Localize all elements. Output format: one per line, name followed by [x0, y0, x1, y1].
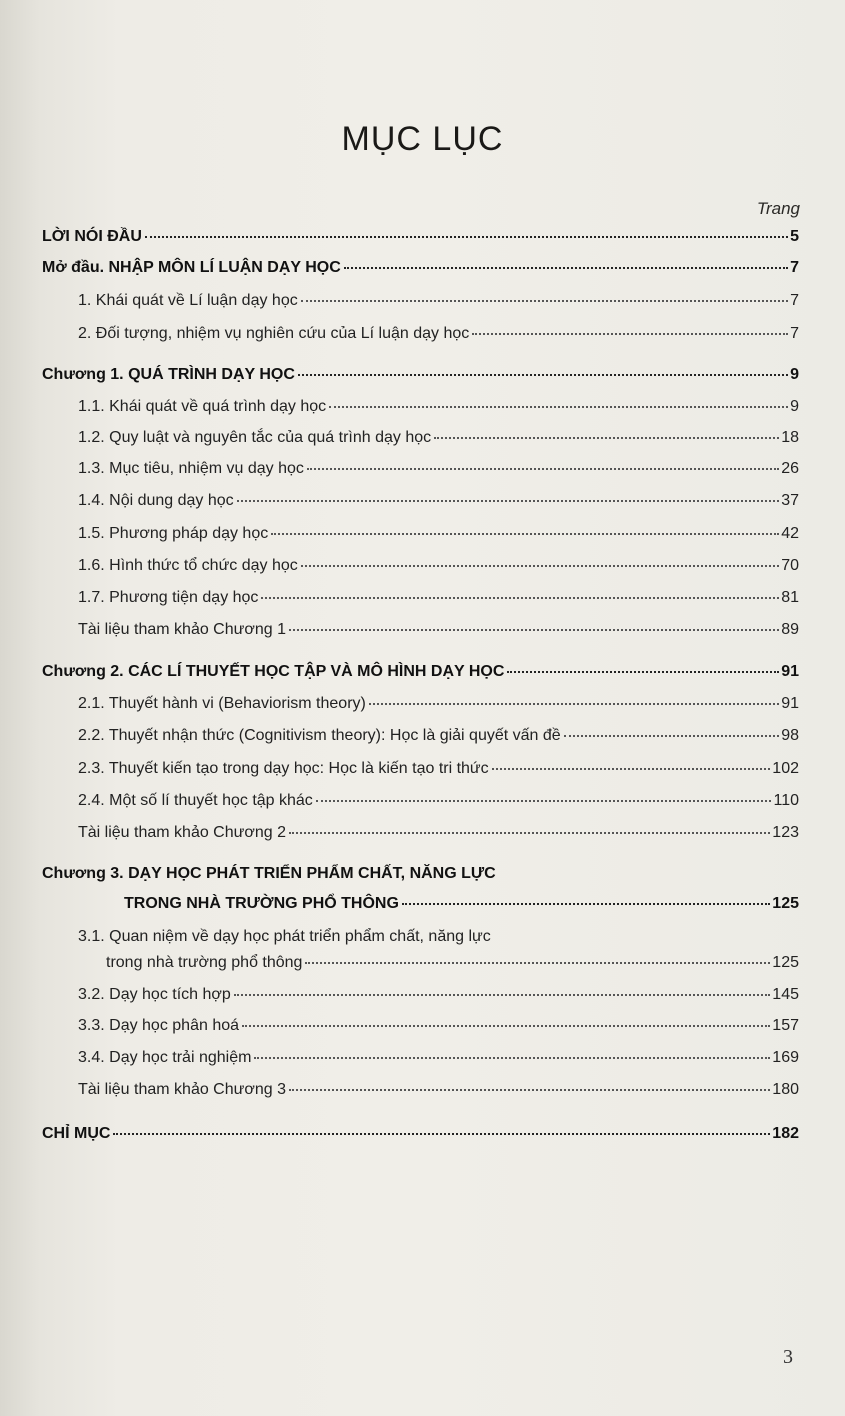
toc-entry — [78, 460, 799, 486]
dot-leader — [369, 702, 779, 705]
toc-entry-label: 3.4. Dạy học trải nghiệm — [78, 1049, 252, 1066]
toc-entry-page: 169 — [772, 1049, 799, 1066]
dot-leader — [472, 332, 788, 335]
dot-leader — [237, 499, 780, 502]
dot-leader — [271, 532, 779, 535]
dot-leader — [316, 799, 772, 802]
dot-leader — [289, 1088, 770, 1091]
toc-entry-label: 2.2. Thuyết nhận thức (Cognitivism theory): Học là giải quyết vấn đề — [78, 727, 561, 744]
toc-entry — [78, 824, 799, 850]
toc-entry-page: 7 — [790, 292, 799, 309]
toc-entry-page: 91 — [781, 663, 799, 680]
toc-entry-page: 91 — [781, 695, 799, 712]
toc-entry-label: Chương 2. CÁC LÍ THUYẾT HỌC TẬP VÀ MÔ HÌNH DẠY HỌC — [42, 663, 505, 680]
toc-entry-page: 42 — [781, 525, 799, 542]
toc-entry — [78, 1017, 799, 1043]
toc-entry-label: 2.3. Thuyết kiến tạo trong dạy học: Học là kiến tạo tri thức — [78, 760, 489, 777]
toc-entry-label: 2.4. Một số lí thuyết học tập khác — [78, 792, 313, 809]
toc-entry-label: 1.4. Nội dung dạy học — [78, 492, 234, 509]
toc-entry-label: Chương 1. QUÁ TRÌNH DẠY HỌC — [42, 366, 295, 383]
toc-entry — [124, 895, 799, 921]
toc-entry-page: 110 — [773, 792, 799, 809]
toc-entry-label: 1.3. Mục tiêu, nhiệm vụ dạy học — [78, 460, 304, 477]
toc-entry-page: 5 — [790, 228, 799, 245]
dot-leader — [254, 1056, 770, 1059]
dot-leader — [507, 670, 779, 673]
dot-leader — [307, 467, 779, 470]
toc-entry — [78, 621, 799, 647]
toc-entry — [42, 228, 799, 254]
page-number: 3 — [783, 1346, 793, 1368]
toc-entry-label: 1.7. Phương tiện dạy học — [78, 589, 259, 606]
toc-entry-page: 37 — [781, 492, 799, 509]
toc-entry — [42, 1125, 799, 1151]
toc-entry — [78, 1081, 799, 1107]
dot-leader — [402, 902, 770, 905]
toc-entry — [42, 366, 799, 392]
toc-entry-label: trong nhà trường phổ thông — [106, 954, 303, 971]
toc-entry-label: 1.2. Quy luật và nguyên tắc của quá trình dạy học — [78, 429, 432, 446]
toc-entry — [106, 954, 799, 980]
toc-entry — [78, 792, 799, 818]
toc-entry-page: 123 — [772, 824, 799, 841]
toc-entry-page: 98 — [781, 727, 799, 744]
page-column-label: Trang — [756, 199, 800, 218]
toc-entry-page: 182 — [772, 1125, 799, 1142]
toc-entry — [78, 727, 799, 753]
toc-entry-page: 18 — [781, 429, 799, 446]
toc-entry-label: 3.3. Dạy học phân hoá — [78, 1017, 240, 1034]
dot-leader — [329, 405, 788, 408]
toc-entry-label: CHỈ MỤC — [42, 1125, 111, 1142]
toc-entry — [78, 492, 799, 518]
dot-leader — [564, 734, 780, 737]
toc-entry-page: 7 — [790, 325, 799, 342]
toc-entry — [78, 525, 799, 551]
dot-leader — [289, 628, 779, 631]
toc-entry-page: 102 — [772, 760, 799, 777]
toc-entry — [42, 663, 799, 689]
toc-entry-page: 145 — [772, 986, 799, 1003]
toc-entry — [78, 986, 799, 1012]
toc-entry-page: 70 — [781, 557, 799, 574]
dot-leader — [145, 235, 788, 238]
toc-entry-page: 81 — [781, 589, 799, 606]
toc-entry-label: 2.1. Thuyết hành vi (Behaviorism theory) — [78, 695, 366, 712]
toc-entry — [78, 325, 799, 351]
toc-entry — [78, 398, 799, 424]
toc-entry-label: TRONG NHÀ TRƯỜNG PHỔ THÔNG — [124, 895, 399, 912]
toc-entry-page: 125 — [772, 895, 799, 912]
toc-entry-label: 3.1. Quan niệm về dạy học phát triển phẩm chất, năng lực — [78, 928, 491, 945]
toc-entry-label: 1.5. Phương pháp dạy học — [78, 525, 269, 542]
toc-entry-label: Tài liệu tham khảo Chương 1 — [78, 621, 286, 638]
toc-entry-label: 1.6. Hình thức tổ chức dạy học — [78, 557, 298, 574]
toc-entry — [78, 1049, 799, 1075]
toc-entry-label: 2. Đối tượng, nhiệm vụ nghiên cứu của Lí luận dạy học — [78, 325, 470, 342]
dot-leader — [492, 767, 771, 770]
dot-leader — [113, 1132, 770, 1135]
toc-entry-label: Chương 3. DẠY HỌC PHÁT TRIỂN PHẨM CHẤT, NĂNG LỰC — [42, 865, 496, 882]
dot-leader — [344, 266, 788, 269]
toc-entry-label: LỜI NÓI ĐẦU — [42, 228, 142, 245]
toc-entry — [78, 292, 799, 318]
toc-entry-label: 1. Khái quát về Lí luận dạy học — [78, 292, 298, 309]
page-title: MỤC LỤC — [341, 120, 504, 158]
toc-entry-page: 26 — [781, 460, 799, 477]
toc-entry — [42, 259, 799, 285]
toc-entry-page: 157 — [772, 1017, 799, 1034]
toc-entry — [78, 760, 799, 786]
toc-entry-label: Mở đầu. NHẬP MÔN LÍ LUẬN DẠY HỌC — [42, 259, 341, 276]
toc-entry — [78, 695, 799, 721]
toc-entry — [78, 557, 799, 583]
dot-leader — [242, 1024, 770, 1027]
toc-entry-page: 9 — [790, 366, 799, 383]
toc-entry-label: Tài liệu tham khảo Chương 3 — [78, 1081, 286, 1098]
toc-entry-page: 7 — [790, 259, 799, 276]
toc-entry-page: 9 — [790, 398, 799, 415]
toc-entry-page: 89 — [781, 621, 799, 638]
toc-entry — [78, 429, 799, 455]
toc-entry-label: Tài liệu tham khảo Chương 2 — [78, 824, 286, 841]
dot-leader — [301, 564, 779, 567]
toc-entry-label: 1.1. Khái quát về quá trình dạy học — [78, 398, 327, 415]
dot-leader — [298, 373, 788, 376]
toc-entry-label: 3.2. Dạy học tích hợp — [78, 986, 231, 1003]
dot-leader — [434, 436, 779, 439]
toc-entry — [78, 589, 799, 615]
dot-leader — [305, 961, 770, 964]
dot-leader — [234, 993, 771, 996]
toc-entry-page: 180 — [772, 1081, 799, 1098]
dot-leader — [301, 299, 788, 302]
dot-leader — [261, 596, 779, 599]
toc-entry-page: 125 — [772, 954, 799, 971]
dot-leader — [289, 831, 770, 834]
